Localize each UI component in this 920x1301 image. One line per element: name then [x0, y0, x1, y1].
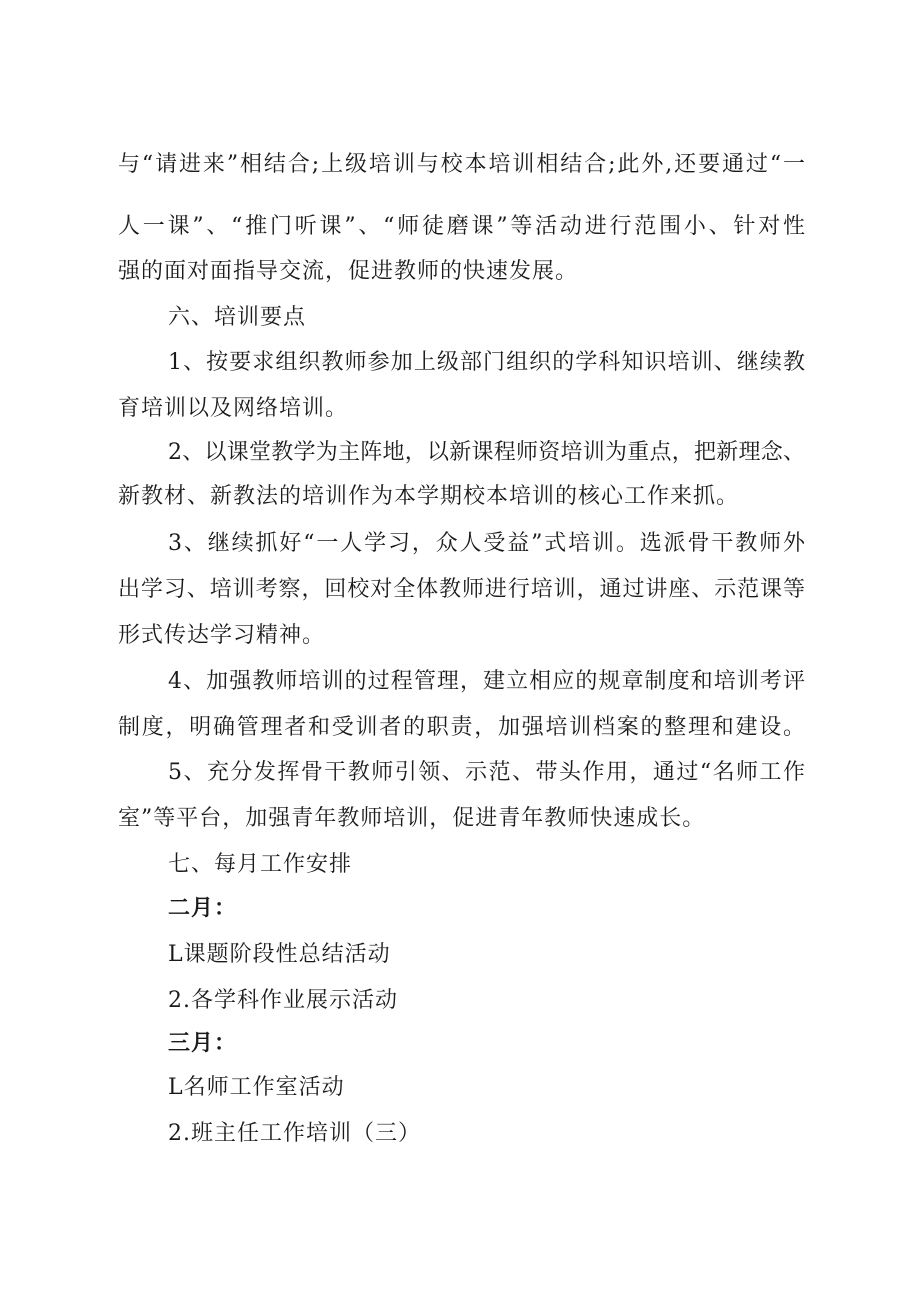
body-text-line: 与“请进来”相结合;上级培训与校本培训相结合;此外,还要通过“一	[118, 152, 805, 177]
body-text-line: 人一课”、“推门听课”、“师徒磨课”等活动进行范围小、针对性	[118, 214, 805, 239]
month-item: L名师工作室活动	[168, 1075, 345, 1100]
section-heading: 六、培训要点	[168, 305, 307, 330]
list-item-line: 4、加强教师培训的过程管理，建立相应的规章制度和培训考评	[168, 669, 805, 694]
list-item-line: 新教材、新教法的培训作为本学期校本培训的核心工作来抓。	[118, 484, 740, 509]
list-item-line: 2、以课堂教学为主阵地，以新课程师资培训为重点，把新理念、	[168, 440, 805, 465]
month-item: L课题阶段性总结活动	[168, 942, 391, 967]
list-item-line: 出学习、培训考察，回校对全体教师进行培训，通过讲座、示范课等	[118, 577, 805, 602]
list-item-line: 制度，明确管理者和受训者的职责，加强培训档案的整理和建设。	[118, 715, 805, 740]
list-item-line: 育培训以及网络培训。	[118, 396, 349, 421]
month-item: 2.各学科作业展示活动	[168, 988, 398, 1013]
month-item: 2.班主任工作培训（三）	[168, 1121, 421, 1146]
section-heading: 七、每月工作安排	[168, 852, 353, 877]
list-item-line: 3、继续抓好“一人学习，众人受益”式培训。选派骨干教师外	[168, 531, 805, 556]
month-label: 二月：	[168, 895, 238, 921]
month-label: 三月：	[168, 1030, 238, 1056]
list-item-line: 5、充分发挥骨干教师引领、示范、带头作用，通过“名师工作	[168, 760, 805, 785]
list-item-line: 室”等平台，加强青年教师培训，促进青年教师快速成长。	[118, 806, 706, 831]
list-item-line: 形式传达学习精神。	[118, 623, 326, 648]
body-text-line: 强的面对面指导交流，促进教师的快速发展。	[118, 259, 579, 284]
list-item-line: 1、按要求组织教师参加上级部门组织的学科知识培训、继续教	[168, 350, 805, 375]
